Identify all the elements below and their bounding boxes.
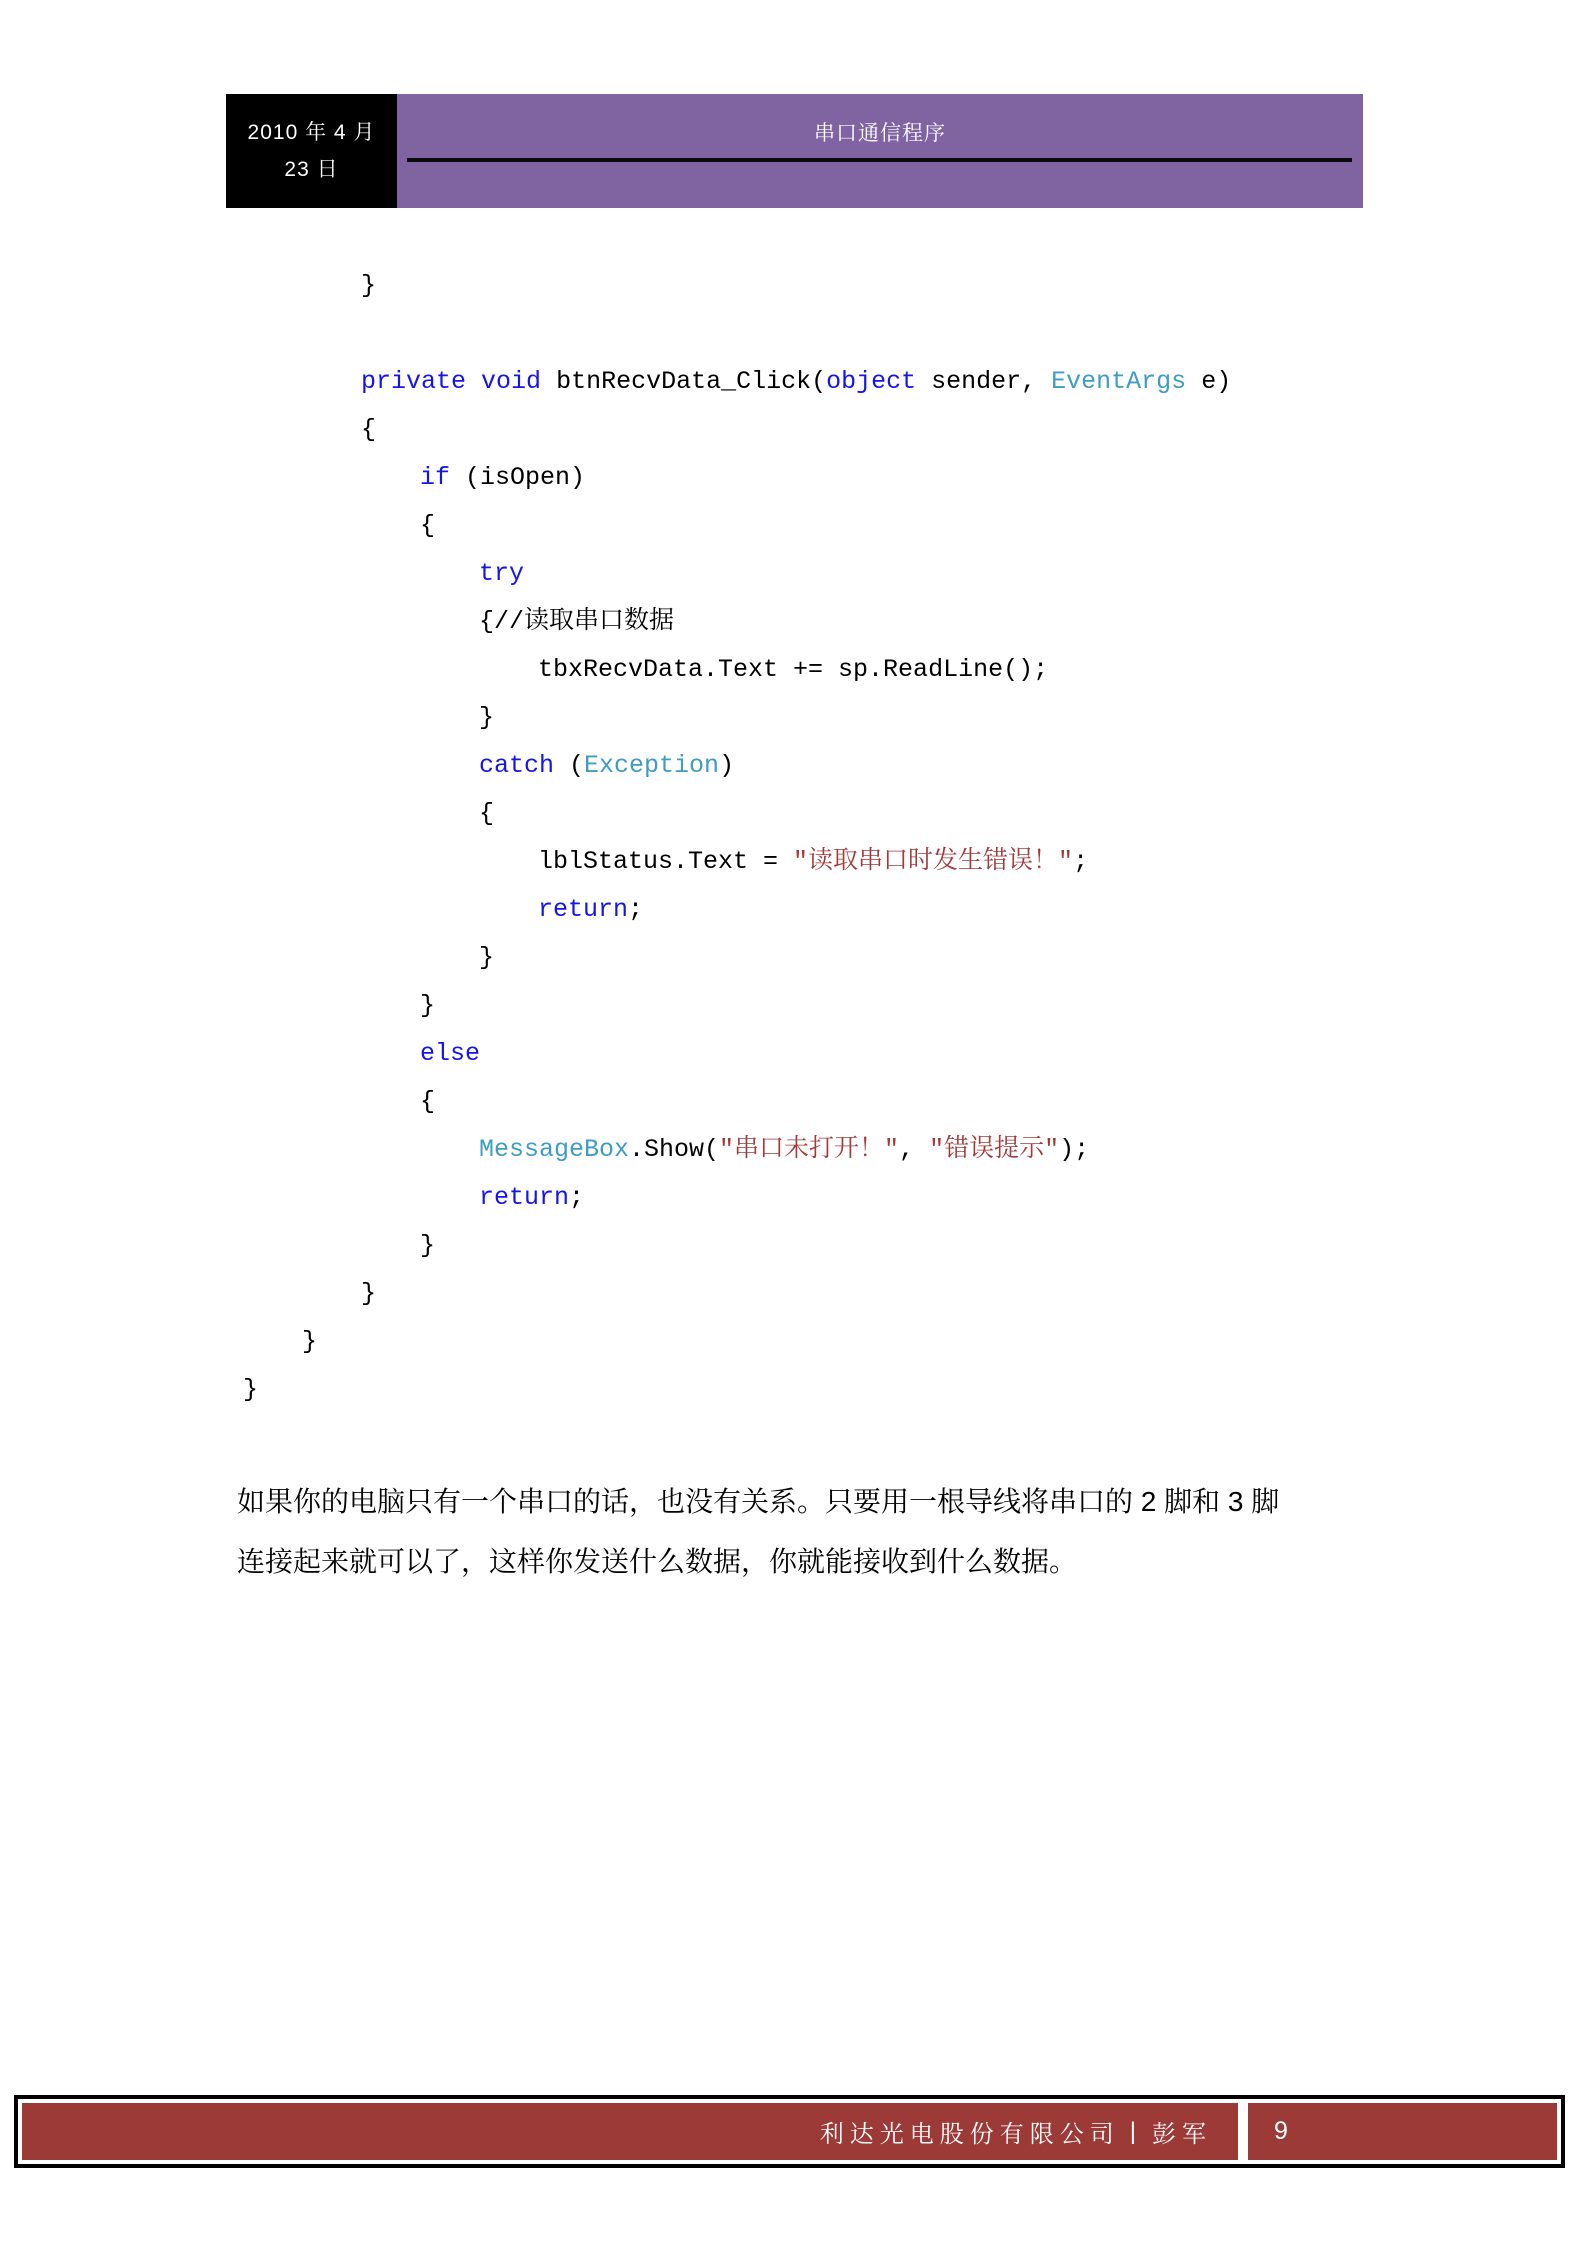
header-date-line2: 23 日 xyxy=(284,158,339,181)
code-token: .Show( xyxy=(629,1135,720,1164)
code-line xyxy=(0,694,1587,742)
code-line xyxy=(0,502,1587,550)
code-token: {//读取串口数据 xyxy=(479,607,675,636)
code-line xyxy=(0,310,1587,358)
code-token: sender, xyxy=(916,367,1052,396)
code-token: "读取串口时发生错误！" xyxy=(793,847,1074,876)
code-line xyxy=(0,1174,1587,1222)
code-token: private xyxy=(361,367,467,396)
code-token: } xyxy=(479,703,495,732)
code-line xyxy=(0,550,1587,598)
code-token: e) xyxy=(1186,367,1232,396)
code-line xyxy=(0,934,1587,982)
code-line xyxy=(0,1222,1587,1270)
code-line xyxy=(0,1318,1587,1366)
code-line xyxy=(0,646,1587,694)
header-banner xyxy=(397,94,1363,208)
code-block xyxy=(0,262,1587,1414)
code-token: { xyxy=(420,511,436,540)
code-token: tbxRecvData.Text += sp.ReadLine(); xyxy=(538,655,1049,684)
footer-company-band xyxy=(22,2103,1238,2160)
code-token: if xyxy=(420,463,451,492)
code-token: ; xyxy=(628,895,644,924)
code-line xyxy=(0,790,1587,838)
code-line xyxy=(0,454,1587,502)
paragraph-line: 如果你的电脑只有一个串口的话，也没有关系。只要用一根导线将串口的 2 脚和 3 脚 xyxy=(237,1486,1280,1517)
footer-separator: | xyxy=(1129,2117,1142,2145)
footer-company: 利达光电股份有限公司 xyxy=(819,2121,1120,2148)
code-token: void xyxy=(481,367,542,396)
page-title: 串口通信程序 xyxy=(814,122,946,145)
code-token: } xyxy=(420,1231,436,1260)
footer-author: 彭军 xyxy=(1152,2121,1212,2148)
code-line xyxy=(0,358,1587,406)
code-token: "串口未打开！" xyxy=(719,1135,900,1164)
footer-page-band xyxy=(1248,2103,1557,2160)
code-token: } xyxy=(361,1279,377,1308)
code-line xyxy=(0,406,1587,454)
code-token: } xyxy=(243,1375,259,1404)
code-token: EventArgs xyxy=(1051,367,1187,396)
code-line xyxy=(0,742,1587,790)
code-token: return xyxy=(538,895,629,924)
code-token: { xyxy=(361,415,377,444)
code-token: ( xyxy=(554,751,585,780)
code-token: "错误提示" xyxy=(929,1135,1060,1164)
code-line xyxy=(0,982,1587,1030)
code-token: btnRecvData_Click( xyxy=(541,367,827,396)
code-token: MessageBox xyxy=(479,1135,630,1164)
code-token: catch xyxy=(479,751,555,780)
code-token: } xyxy=(302,1327,318,1356)
code-token: ) xyxy=(719,751,735,780)
code-token: ; xyxy=(569,1183,585,1212)
header-date-box xyxy=(226,94,397,208)
title-underline xyxy=(407,158,1352,162)
code-line xyxy=(0,1126,1587,1174)
code-token: (isOpen) xyxy=(450,463,586,492)
code-token: , xyxy=(899,1135,930,1164)
code-token: Exception xyxy=(584,751,720,780)
code-line xyxy=(0,886,1587,934)
code-line xyxy=(0,1030,1587,1078)
code-token: { xyxy=(479,799,495,828)
code-token: return xyxy=(479,1183,570,1212)
code-line xyxy=(0,1270,1587,1318)
code-token: else xyxy=(420,1039,481,1068)
body-paragraph xyxy=(237,1472,1357,1592)
footer xyxy=(14,2095,1565,2168)
page-number: 9 xyxy=(1274,2117,1288,2145)
code-token: } xyxy=(361,271,377,300)
header-date-line1: 2010 年 4 月 xyxy=(247,121,376,144)
code-token xyxy=(466,367,481,396)
code-line xyxy=(0,1078,1587,1126)
code-line xyxy=(0,838,1587,886)
code-token: ); xyxy=(1059,1135,1090,1164)
code-token: try xyxy=(479,559,525,588)
code-token: object xyxy=(826,367,917,396)
code-token: } xyxy=(479,943,495,972)
code-line xyxy=(0,598,1587,646)
code-token: lblStatus.Text = xyxy=(538,847,794,876)
code-token: { xyxy=(420,1087,436,1116)
code-line xyxy=(0,262,1587,310)
code-token: ; xyxy=(1073,847,1089,876)
code-line xyxy=(0,1366,1587,1414)
code-token: } xyxy=(420,991,436,1020)
paragraph-line: 连接起来就可以了，这样你发送什么数据，你就能接收到什么数据。 xyxy=(237,1546,1078,1577)
